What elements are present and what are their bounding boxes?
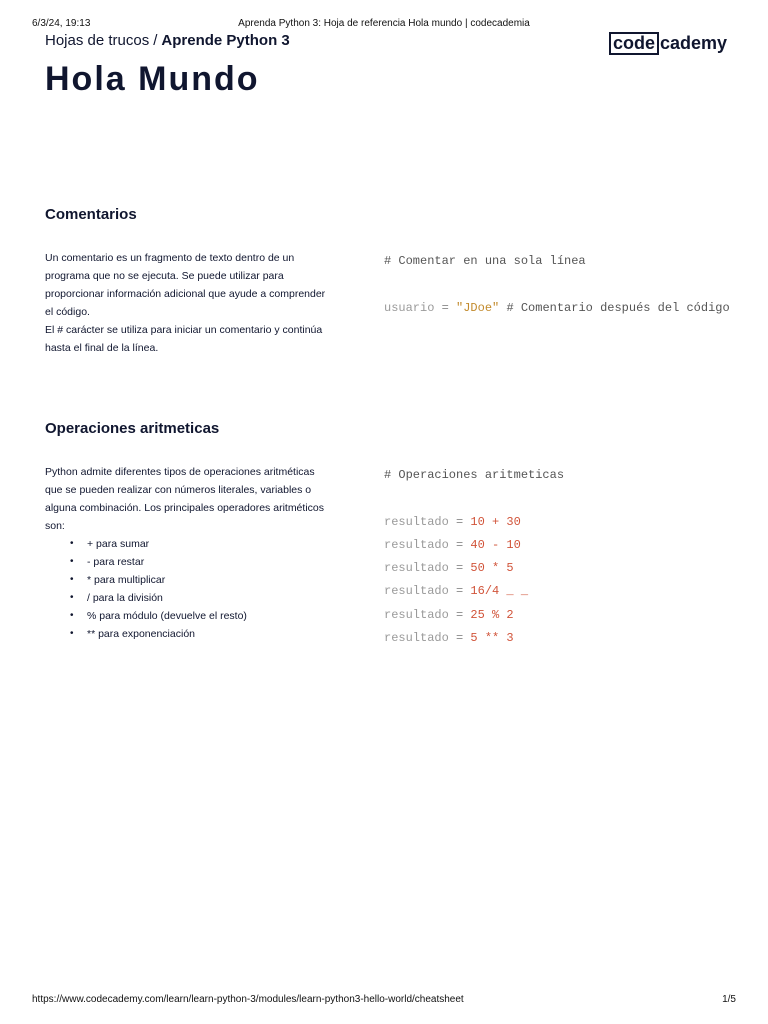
list-item: • * para multiplicar [45,571,335,589]
code-line [384,580,734,603]
code-line [384,557,734,580]
code-operator: = [448,631,471,646]
code-trailing-comment: # Comentario después del código [499,300,730,315]
print-title: Aprenda Python 3: Hoja de referencia Hola mundo | codecademia [238,18,530,29]
code-blank-line [384,487,734,510]
code-assignment-line [384,297,734,320]
code-operator: = [448,607,471,622]
code-variable: resultado [384,561,449,576]
breadcrumb-parent-link[interactable]: Hojas de trucos [45,32,150,49]
logo-boxed-text: code [609,32,659,55]
codecademy-logo[interactable] [609,31,727,55]
section-title-comments: Comentarios [45,206,137,223]
page-title: Hola Mundo [45,60,260,98]
code-expression: 40 - 10 [470,537,521,552]
code-operator: = [448,561,471,576]
print-header [0,18,768,32]
code-expression: 16/4 _ _ [470,584,529,599]
arithmetic-intro: Python admite diferentes tipos de operaciones aritméticas que se pueden realizar con números literales, variables o alguna combinación. Los principales operadores aritméticos son: [45,466,324,532]
comments-desc-paragraph-2: El # carácter se utiliza para iniciar un comentario y continúa hasta el final de la línea. [45,324,323,354]
code-string: "JDoe" [456,300,500,315]
code-variable: resultado [384,514,449,529]
code-operator: = [434,300,457,315]
comments-desc-paragraph: Un comentario es un fragmento de texto dentro de un programa que no se ejecuta. Se puede utilizar para proporcionar información adicional que ayude a comprender el código. [45,252,326,318]
code-line [384,511,734,534]
code-expression: 25 % 2 [470,607,514,622]
code-expression: 5 ** 3 [470,631,514,646]
list-item: • / para la división [45,589,335,607]
print-date: 6/3/24, 19:13 [32,18,91,29]
code-blank-line [384,273,734,296]
comments-code-block [384,250,734,320]
section-title-arithmetic: Operaciones aritmeticas [45,420,220,437]
list-item: • % para módulo (devuelve el resto) [45,607,335,625]
breadcrumb [45,32,290,49]
code-variable: resultado [384,631,449,646]
print-footer [0,994,768,1008]
arithmetic-description [45,463,335,643]
code-line [384,604,734,627]
arithmetic-code-block [384,464,734,650]
breadcrumb-separator: / [153,32,158,49]
code-expression: 10 + 30 [470,514,521,529]
code-variable: resultado [384,607,449,622]
logo-rest-text: cademy [660,32,728,53]
code-line [384,534,734,557]
print-url: https://www.codecademy.com/learn/learn-python-3/modules/learn-python3-hello-world/cheatsheet [32,994,464,1005]
operator-list [45,535,335,643]
code-comment-line: # Comentar en una sola línea [384,254,586,268]
code-variable: resultado [384,584,449,599]
code-line [384,627,734,650]
list-item: • ** para exponenciación [45,625,335,643]
comments-description [45,249,335,357]
code-operator: = [448,514,471,529]
code-comment-line: # Operaciones aritmeticas [384,468,565,482]
list-item: • + para sumar [45,535,335,553]
list-item: • - para restar [45,553,335,571]
breadcrumb-current[interactable]: Aprende Python 3 [161,32,290,49]
code-variable: resultado [384,537,449,552]
print-page-number: 1/5 [722,994,736,1005]
code-expression: 50 * 5 [470,561,514,576]
code-operator: = [448,584,471,599]
code-variable: usuario [384,300,435,315]
code-operator: = [448,537,471,552]
